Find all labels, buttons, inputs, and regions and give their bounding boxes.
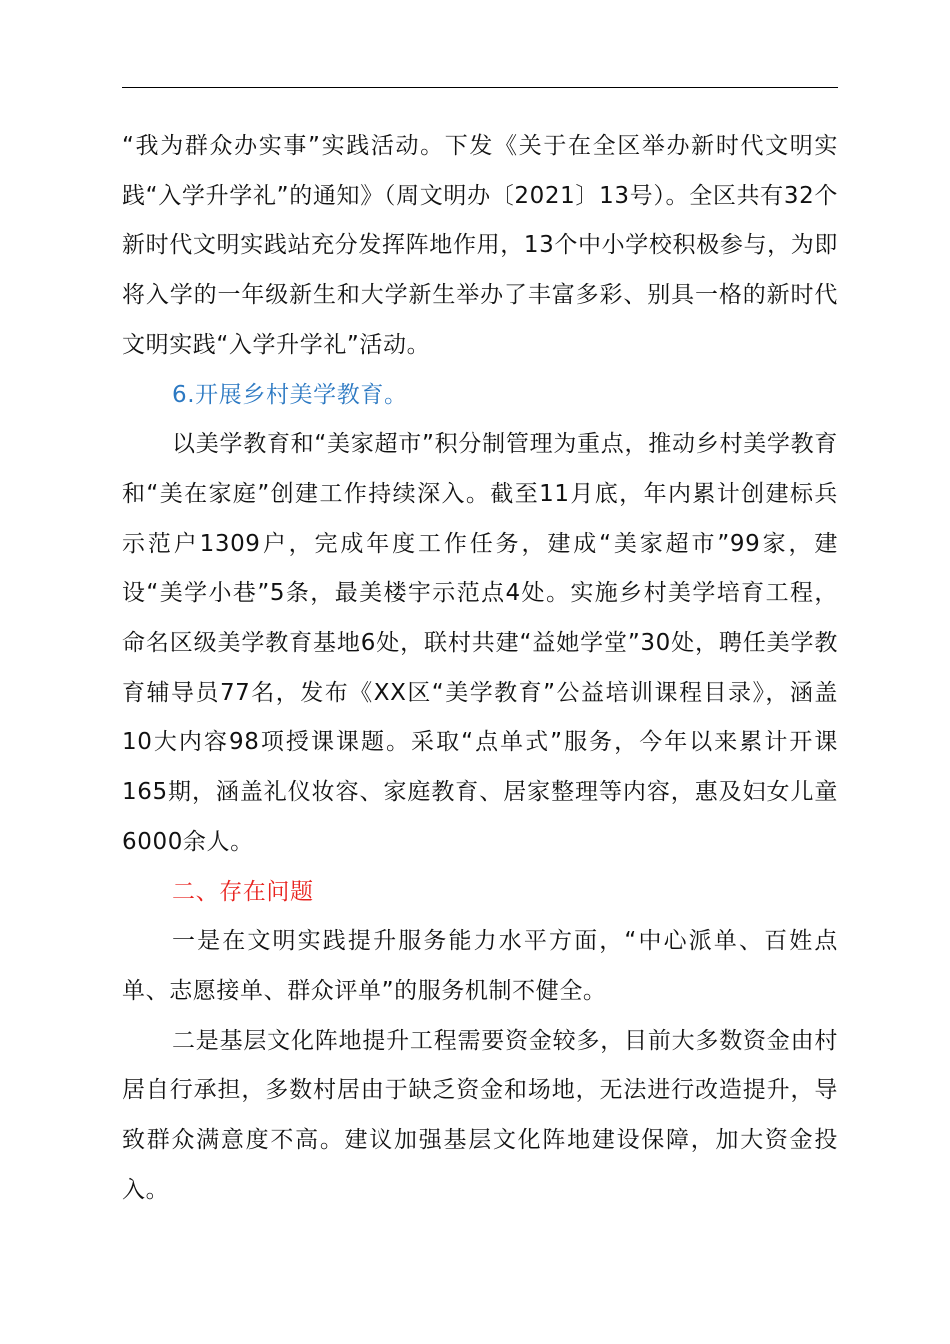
section-heading-aesthetics: 6.开展乡村美学教育。	[172, 381, 408, 408]
aesthetics-paragraph: 以美学教育和“美家超市”积分制管理为重点，推动乡村美学教育和“美在家庭”创建工作持续深入。截至11月底，年内累计创建标兵示范户1309户，完成年度工作任务，建成“美家超市”99家，建设“美学小巷”5条，最美楼宇示范点4处。实施乡村美学培育工程，命名区级美学教育基地6处，联村共建“益她学堂”30处，聘任美学教育辅导员77名，发布《XX区“美学教育”公益培训课程目录》，涵盖10大内容98项授课课题。采取“点单式”服务，今年以来累计开课165期，涵盖礼仪妆容、家庭教育、居家整理等内容，惠及妇女儿童6000余人。	[122, 431, 838, 855]
header-rule	[122, 87, 838, 88]
document-body	[122, 122, 838, 1215]
section-heading-problems: 二、存在问题	[172, 878, 314, 905]
problem-paragraph-2: 二是基层文化阵地提升工程需要资金较多，目前大多数资金由村居自行承担，多数村居由于缺乏资金和场地，无法进行改造提升，导致群众满意度不高。建议加强基层文化阵地建设保障，加大资金投入。	[122, 1027, 838, 1203]
continuation-paragraph: “我为群众办实事”实践活动。下发《关于在全区举办新时代文明实践“入学升学礼”的通知》（周文明办〔2021〕13号）。全区共有32个新时代文明实践站充分发挥阵地作用，13个中小学校积极参与，为即将入学的一年级新生和大学新生举办了丰富多彩、别具一格的新时代文明实践“入学升学礼”活动。	[122, 133, 838, 358]
problem-paragraph-1: 一是在文明实践提升服务能力水平方面，“中心派单、百姓点单、志愿接单、群众评单”的服务机制不健全。	[122, 928, 838, 1004]
